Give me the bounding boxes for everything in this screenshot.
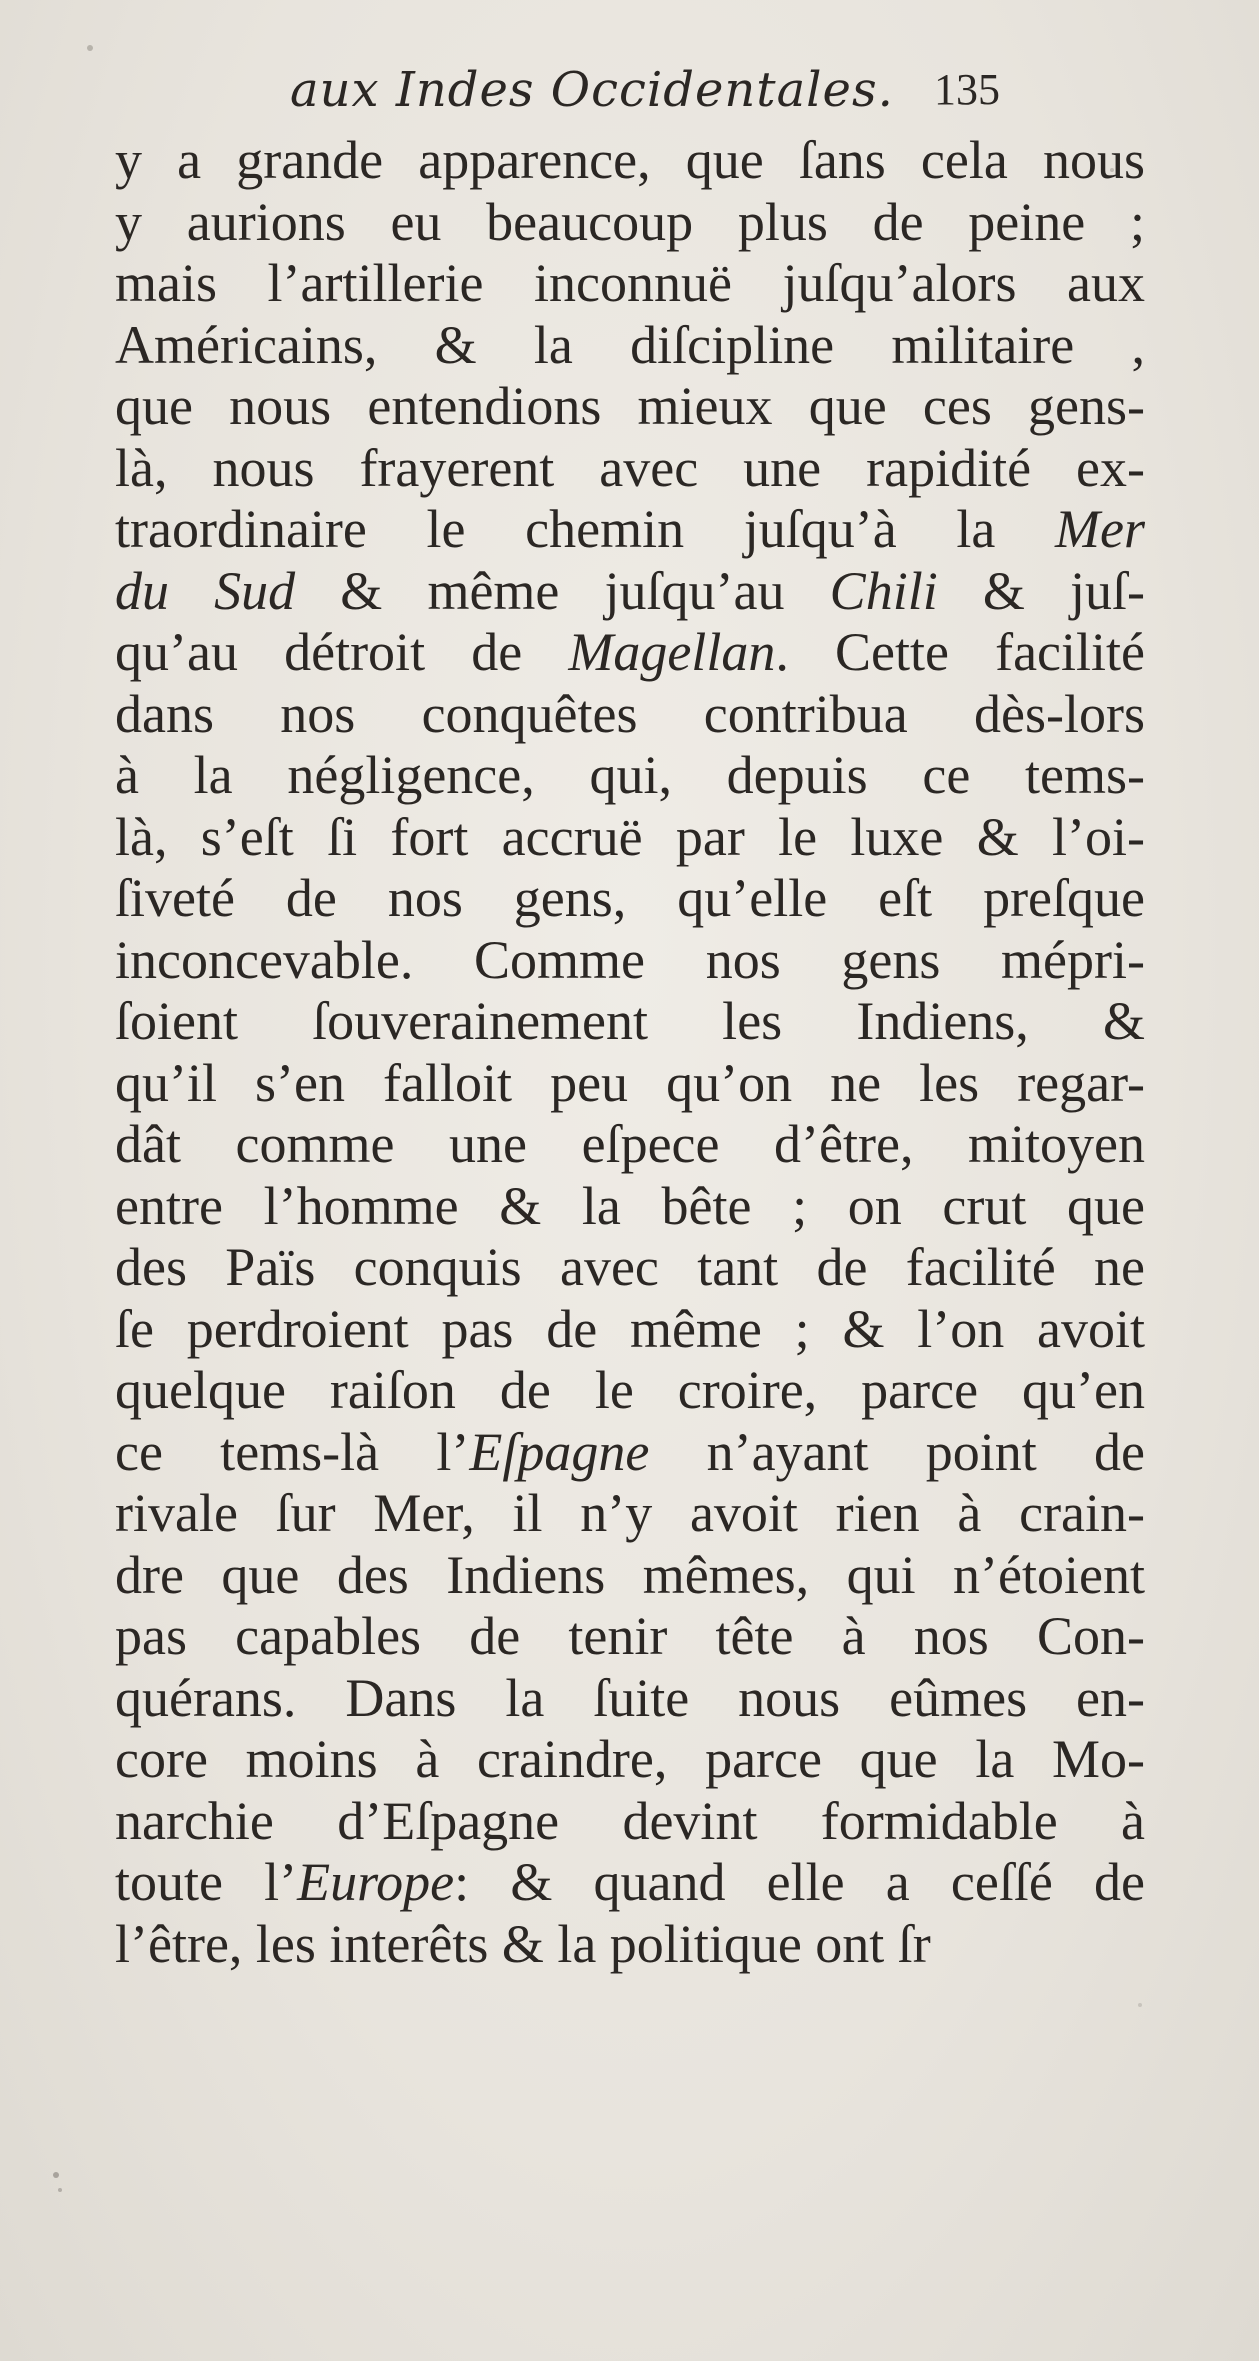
text-line [115,1914,1145,1976]
text-line [115,622,1145,684]
text-segment: des Païs conquis avec tant de facilité ne [115,1237,1145,1297]
text-line [115,930,1145,992]
italic-segment: Mer [1055,499,1145,559]
text-segment: entre l’homme & la bête ; on crut que [115,1175,1145,1236]
text-segment: : & quand elle a ceſſé de [454,1852,1145,1912]
text-segment: inconcevable. Comme nos gens mépri- [115,929,1145,990]
text-line [115,1176,1145,1238]
text-segment: ſe perdroient pas de même ; & l’on avoit [115,1298,1145,1359]
text-segment: dre que des Indiens mêmes, qui n’étoient [115,1544,1145,1605]
text-segment: toute l’ [115,1852,298,1912]
text-segment: narchie d’Eſpagne devint formidable à [115,1790,1145,1851]
text-segment: ſoient ſouverainement les Indiens, & [115,991,1145,1051]
text-segment: quelque raiſon de le croire, parce qu’en [115,1360,1145,1420]
text-line [115,1360,1145,1422]
text-segment: ſiveté de nos gens, qu’elle eſt preſque [115,868,1145,928]
text-line [115,438,1145,500]
text-line [115,1545,1145,1607]
text-segment: dans nos conquêtes contribua dès-lors [115,683,1145,744]
text-line [115,315,1145,377]
text-segment: ce tems-là l’ [115,1421,470,1482]
text-segment: dât comme une eſpece d’être, mitoyen [115,1114,1145,1174]
text-line [115,1483,1145,1545]
text-line [115,991,1145,1053]
text-segment: traordinaire le chemin juſqu’à la [115,499,1056,559]
text-segment: qu’il s’en falloit peu qu’on ne les regar- [115,1052,1145,1113]
text-segment: là, s’eſt ſi fort accruë par le luxe & l’oi- [115,806,1145,867]
text-line [115,1114,1145,1176]
italic-segment: du Sud [115,560,296,621]
text-line [115,745,1145,807]
text-line [115,1053,1145,1115]
text-segment: n’ayant point de [649,1421,1145,1482]
italic-segment: Magellan [568,622,776,682]
text-segment: y a grande apparence, que ſans cela nous [115,130,1145,190]
text-segment: core moins à craindre, parce que la Mo- [115,1729,1145,1789]
text-line [115,1852,1145,1914]
text-segment: rivale ſur Mer, il n’y avoit rien à crain- [115,1483,1145,1543]
text-line [115,192,1145,254]
text-segment: & même juſqu’au [295,560,830,621]
italic-segment: Chili [829,560,938,621]
text-line [115,807,1145,869]
text-line [115,130,1145,192]
text-line [115,1668,1145,1730]
page-number: 135 [934,65,1000,114]
text-segment: Américains, & la diſcipline militaire , [115,314,1145,375]
page-header [290,62,1000,132]
running-title: aux Indes Occidentales. [290,62,894,118]
text-line [115,1606,1145,1668]
text-segment: y aurions eu beaucoup plus de peine ; [115,191,1145,252]
italic-segment: Eſpagne [469,1421,650,1482]
text-line [115,1237,1145,1299]
text-line [115,499,1145,561]
text-line [115,561,1145,623]
text-segment: là, nous frayerent avec une rapidité ex- [115,437,1145,498]
text-line [115,1729,1145,1791]
text-segment: que nous entendions mieux que ces gens- [115,376,1145,436]
text-segment: à la négligence, qui, depuis ce tems- [115,745,1145,805]
text-segment: l’être, les interêts & la politique ont ſr [115,1913,931,1974]
text-line [115,376,1145,438]
text-segment: quérans. Dans la ſuite nous eûmes en- [115,1667,1145,1728]
text-line [115,1791,1145,1853]
text-segment: & juſ- [937,560,1145,621]
italic-segment: Europe [297,1852,455,1912]
text-segment: . Cette facilité [775,622,1145,682]
text-line [115,868,1145,930]
text-segment: mais l’artillerie inconnuë juſqu’alors aux [115,253,1145,313]
text-line [115,1299,1145,1361]
body-text [115,130,1145,1975]
text-line [115,253,1145,315]
text-line [115,684,1145,746]
text-line [115,1422,1145,1484]
text-segment: qu’au détroit de [115,622,569,682]
text-segment: pas capables de tenir tête à nos Con- [115,1606,1145,1666]
